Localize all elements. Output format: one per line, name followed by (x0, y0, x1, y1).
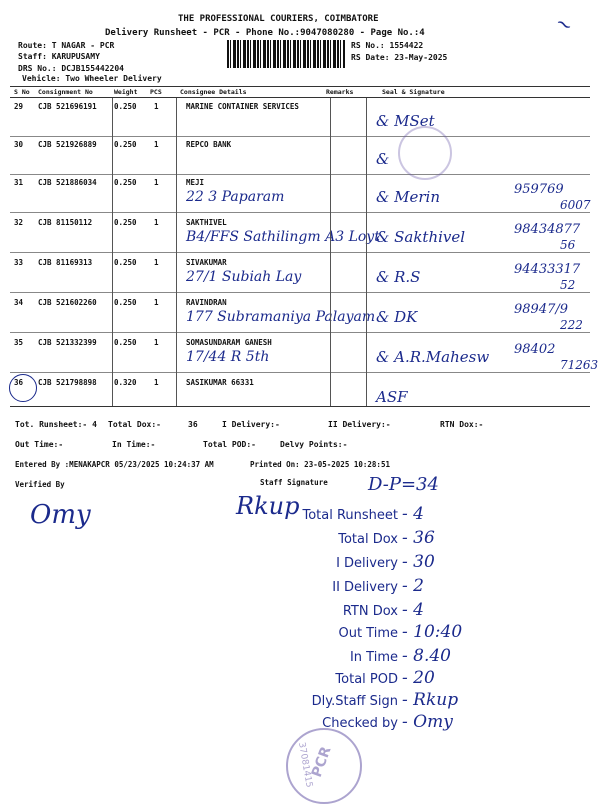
summary-value: - 4 (402, 504, 424, 524)
row-sno: 32 (14, 218, 24, 227)
summary-label: In Time (349, 650, 398, 665)
staff-signature: Rkup (236, 492, 300, 520)
column-header: Consignee Details (180, 88, 247, 96)
summary-label: Total Dox (338, 532, 398, 547)
row-handwritten-address: 17/44 R 5th (186, 349, 270, 365)
row-sno: 33 (14, 258, 24, 267)
summary-value: - Omy (402, 712, 453, 732)
row-consignee-name: REPCO BANK (186, 140, 232, 149)
summary-label: I Delivery (336, 556, 398, 571)
staff-signature-label: Staff Signature (260, 478, 328, 487)
stamp-text: PCR (308, 744, 335, 780)
row-weight: 0.250 (114, 218, 137, 227)
row-pcs: 1 (154, 178, 159, 187)
tot-runsheet: Tot. Runsheet:- 4 (15, 420, 97, 429)
row-circle-mark (9, 374, 37, 402)
verified-by-label: Verified By (15, 480, 65, 489)
summary-value: - Rkup (402, 690, 459, 710)
summary-label: Total POD (335, 672, 398, 687)
summary-value: - 4 (402, 600, 424, 620)
row-consignee-name: MARINE CONTAINER SERVICES (186, 102, 299, 111)
row-consignee-name: SAKTHIVEL (186, 218, 227, 227)
row-sno: 35 (14, 338, 24, 347)
row-signature: & R.S (376, 268, 421, 286)
ii-delivery-label: II Delivery:- (328, 420, 391, 429)
row-pcs: 1 (154, 258, 159, 267)
drs-label: DRS No.: DCJB155442204 (18, 64, 124, 73)
row-rule (10, 136, 590, 137)
row-handwritten-address: 177 Subramaniya Palayam (186, 309, 376, 325)
summary-value: - 20 (402, 668, 435, 688)
row-sno: 31 (14, 178, 24, 187)
corner-mark: ~ (551, 9, 578, 39)
row-signature: & DK (376, 308, 418, 326)
row-weight: 0.250 (114, 338, 137, 347)
summary-label: Dly.Staff Sign (311, 694, 398, 709)
row-handwritten-address: 27/1 Subiah Lay (186, 269, 302, 285)
delvy-points-label: Delvy Points:- (280, 440, 348, 449)
column-header: PCS (150, 88, 162, 96)
verified-signature: Omy (30, 500, 91, 530)
rtn-dox-label: RTN Dox:- (440, 420, 484, 429)
summary-value: - 10:40 (402, 622, 463, 642)
row-pcs: 1 (154, 378, 159, 387)
row-handwritten-address: B4/FFS Sathilingm A3 Loyt (186, 229, 380, 245)
row-rule (10, 332, 590, 333)
rs-no: RS No.: 1554422 (351, 41, 424, 50)
column-header: Weight (114, 88, 138, 96)
summary-label: Checked by (322, 716, 398, 731)
summary-label: Out Time (338, 626, 398, 641)
route-label: Route: T NAGAR - PCR (18, 41, 115, 50)
row-handwritten-phone: 98947/9 (514, 302, 569, 317)
barcode (227, 40, 345, 68)
row-rule (10, 372, 590, 373)
row-pcs: 1 (154, 338, 159, 347)
row-pcs: 1 (154, 102, 159, 111)
column-header: Remarks (326, 88, 354, 96)
summary-value: - 2 (402, 576, 424, 596)
row-pcs: 1 (154, 298, 159, 307)
col-divider (330, 98, 331, 406)
row-weight: 0.250 (114, 298, 137, 307)
row-consignee-name: SASIKUMAR 66331 (186, 378, 254, 387)
col-divider (176, 98, 177, 406)
row-weight: 0.320 (114, 378, 137, 387)
summary-value: - 8.40 (402, 646, 451, 666)
row-handwritten-address: 22 3 Paparam (186, 189, 285, 205)
row-handwritten-phone-2: 56 (560, 238, 576, 252)
runsheet-subtitle: Delivery Runsheet - PCR - Phone No.:9047080280 - Page No.:4 (105, 28, 425, 38)
row-rule (10, 292, 590, 293)
staff-label: Staff: KARUPUSAMY (18, 52, 100, 61)
row-consignment: CJB 521926889 (38, 140, 97, 149)
row-handwritten-phone: 98434877 (514, 222, 581, 237)
column-header: Seal & Signature (382, 88, 445, 96)
row-rule (10, 174, 590, 175)
row-signature: & (376, 150, 390, 168)
row-rule (10, 212, 590, 213)
i-delivery-label: I Delivery:- (222, 420, 280, 429)
in-time-label: In Time:- (112, 440, 156, 449)
table-header-rule (10, 97, 590, 98)
row-sno: 36 (14, 378, 24, 387)
stamp-number: 37081415 (296, 741, 314, 789)
col-divider (366, 98, 367, 406)
row-handwritten-phone-2: 6007 (560, 198, 591, 212)
out-time-label: Out Time:- (15, 440, 64, 449)
row-sno: 34 (14, 298, 24, 307)
row-weight: 0.250 (114, 140, 137, 149)
summary-label: RTN Dox (342, 604, 398, 619)
row-handwritten-phone: 94433317 (514, 262, 581, 277)
row-consignment: CJB 81169313 (38, 258, 93, 267)
row-consignment: CJB 521602260 (38, 298, 97, 307)
row-signature: & Merin (376, 188, 440, 206)
row-consignee-name: RAVINDRAN (186, 298, 227, 307)
row-consignment: CJB 81150112 (38, 218, 93, 227)
row-rule (10, 252, 590, 253)
row-signature: & Sakthivel (376, 228, 466, 246)
pcr-stamp (286, 728, 362, 804)
entered-by: Entered By :MENAKAPCR 05/23/2025 10:24:37 AM (15, 460, 214, 469)
total-pod-label: Total POD:- (203, 440, 256, 449)
dp-note: D-P=34 (368, 474, 439, 495)
rs-date: RS Date: 23-May-2025 (351, 53, 448, 62)
summary-value: - 30 (402, 552, 435, 572)
printed-on: Printed On: 23-05-2025 10:28:51 (250, 460, 390, 469)
total-dox-label: Total Dox:- (108, 420, 161, 429)
row-consignee-name: SOMASUNDARAM GANESH (186, 338, 272, 347)
row-weight: 0.250 (114, 178, 137, 187)
row-sno: 30 (14, 140, 24, 149)
row-handwritten-phone-2: 222 (560, 318, 583, 332)
row-weight: 0.250 (114, 258, 137, 267)
row-signature: ASF (376, 388, 408, 406)
company-title: THE PROFESSIONAL COURIERS, COIMBATORE (178, 14, 379, 24)
summary-label: Total Runsheet (302, 508, 398, 523)
row-handwritten-phone: 98402 (514, 342, 556, 357)
row-handwritten-phone-2: 52 (560, 278, 576, 292)
table-top-rule (10, 86, 590, 87)
row-consignment: CJB 521886034 (38, 178, 97, 187)
row-signature: & MSet (376, 112, 435, 130)
column-header: S No (14, 88, 30, 96)
summary-label: II Delivery (332, 580, 398, 595)
col-divider (112, 98, 113, 406)
row-consignment: CJB 521332399 (38, 338, 97, 347)
row-handwritten-phone-2: 71263 (560, 358, 599, 372)
vehicle-label: Vehicle: Two Wheeler Delivery (22, 74, 162, 83)
total-dox-value: 36 (188, 420, 198, 429)
row-weight: 0.250 (114, 102, 137, 111)
table-bottom-rule (10, 406, 590, 407)
faint-seal (398, 126, 452, 180)
row-pcs: 1 (154, 140, 159, 149)
row-consignee-name: MEJI (186, 178, 205, 187)
row-handwritten-phone: 959769 (514, 182, 564, 197)
row-pcs: 1 (154, 218, 159, 227)
summary-value: - 36 (402, 528, 435, 548)
row-signature: & A.R.Mahesw (376, 348, 490, 366)
row-consignee-name: SIVAKUMAR (186, 258, 227, 267)
row-sno: 29 (14, 102, 24, 111)
row-consignment: CJB 521696191 (38, 102, 97, 111)
column-header: Consignment No (38, 88, 93, 96)
row-consignment: CJB 521798898 (38, 378, 97, 387)
